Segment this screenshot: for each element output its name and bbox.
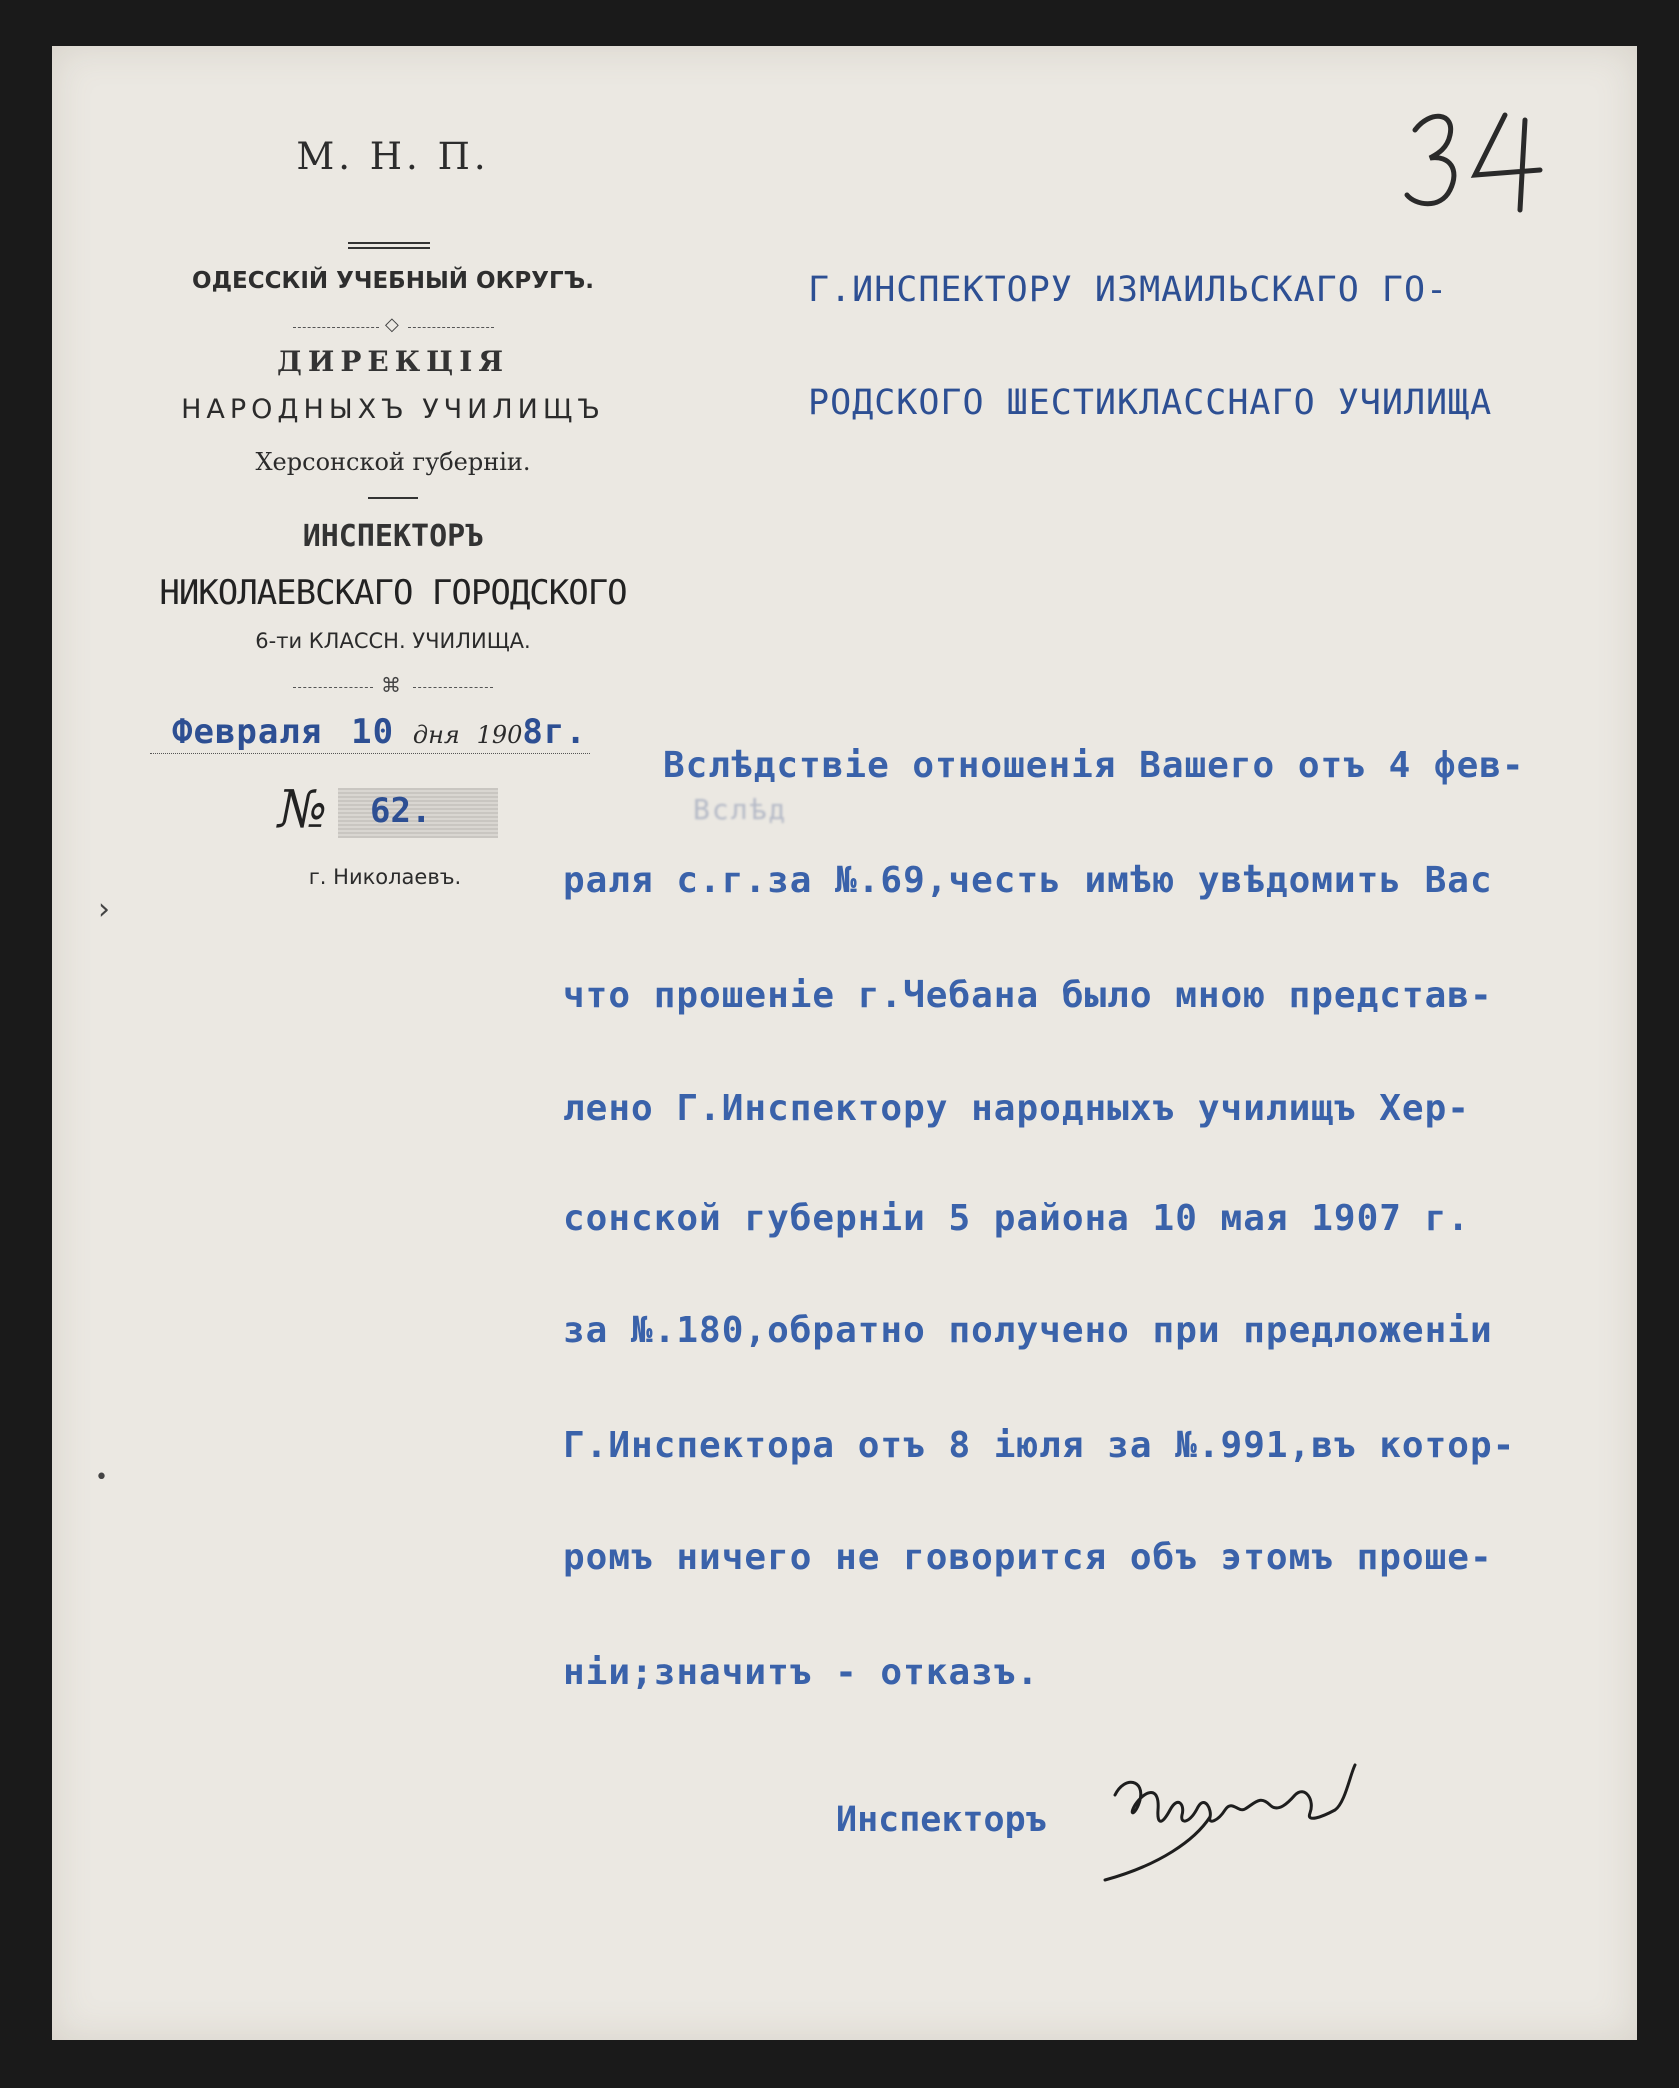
short-rule — [368, 497, 418, 499]
letterhead-school-name: НИКОЛАЕВСКАГО ГОРОДСКОГО — [159, 573, 627, 613]
number-value: 62. — [370, 791, 432, 831]
body-line-7: Г.Инспектора отъ 8 іюля за №.991,въ котор- — [563, 1425, 1516, 1466]
handwritten-signature — [1100, 1755, 1370, 1895]
date-day: 10 — [351, 712, 395, 752]
date-year-suffix: 8г. — [522, 712, 587, 752]
number-sign: № — [278, 780, 328, 840]
punch-mark-icon: • — [95, 1465, 108, 1490]
letterhead-inspector: ИНСПЕКТОРЪ — [302, 519, 484, 554]
punch-mark-icon: › — [98, 892, 110, 927]
letterhead-school-type: 6-ти КЛАССН. УЧИЛИЩА. — [255, 629, 531, 653]
body-line-1: Вслѣдствіе отношенія Вашего отъ 4 фев- — [663, 745, 1525, 786]
addressee-line-1: Г.ИНСПЕКТОРУ ИЗМАИЛЬСКАГО ГО- — [808, 270, 1449, 310]
letterhead-district: ОДЕССКІЙ УЧЕБНЫЙ ОКРУГЪ. — [192, 268, 594, 294]
body-line-5: сонской губерніи 5 района 10 мая 1907 г. — [563, 1198, 1470, 1239]
letterhead-directorate: ДИРЕКЦІЯ — [276, 345, 510, 378]
letterhead-province: Херсонской губерніи. — [255, 448, 531, 476]
body-line-9: ніи;значитъ - отказъ. — [563, 1652, 1040, 1693]
body-line-8: ромъ ничего не говорится объ этомъ проше- — [563, 1537, 1493, 1578]
letter-date — [172, 712, 587, 752]
diamond-ornament-icon: ◇ — [385, 314, 399, 335]
archive-page-number — [1395, 100, 1575, 220]
cross-ornament-icon: ⌘ — [381, 673, 401, 697]
addressee-line-2: РОДСКОГО ШЕСТИКЛАССНАГО УЧИЛИЩА — [808, 383, 1493, 423]
letterhead-double-rule — [348, 242, 430, 249]
rule-left — [293, 327, 379, 328]
date-day-word: дня — [412, 721, 460, 749]
date-year-prefix: 190 — [476, 721, 523, 749]
signature-label: Инспекторъ — [836, 1800, 1047, 1840]
faint-offset-text: Вслѣд — [693, 793, 788, 826]
date-underline — [150, 753, 590, 754]
body-line-2: раля с.г.за №.69,честь имѣю увѣдомить Вас — [563, 860, 1493, 901]
letterhead-ministry: М. Н. П. — [296, 135, 490, 178]
rule-right-2 — [413, 687, 493, 688]
body-line-6: за №.180,обратно получено при предложеніи — [563, 1310, 1493, 1351]
body-line-4: лено Г.Инспектору народныхъ училищъ Хер- — [563, 1088, 1470, 1129]
rule-right — [408, 327, 494, 328]
rule-left-2 — [293, 687, 373, 688]
body-line-3: что прошеніе г.Чебана было мною представ- — [563, 975, 1493, 1016]
letterhead-city: г. Николаевъ. — [308, 865, 462, 889]
letterhead-schools: НАРОДНЫХЪ УЧИЛИЩЪ — [181, 394, 605, 425]
date-month: Февраля — [172, 712, 323, 752]
